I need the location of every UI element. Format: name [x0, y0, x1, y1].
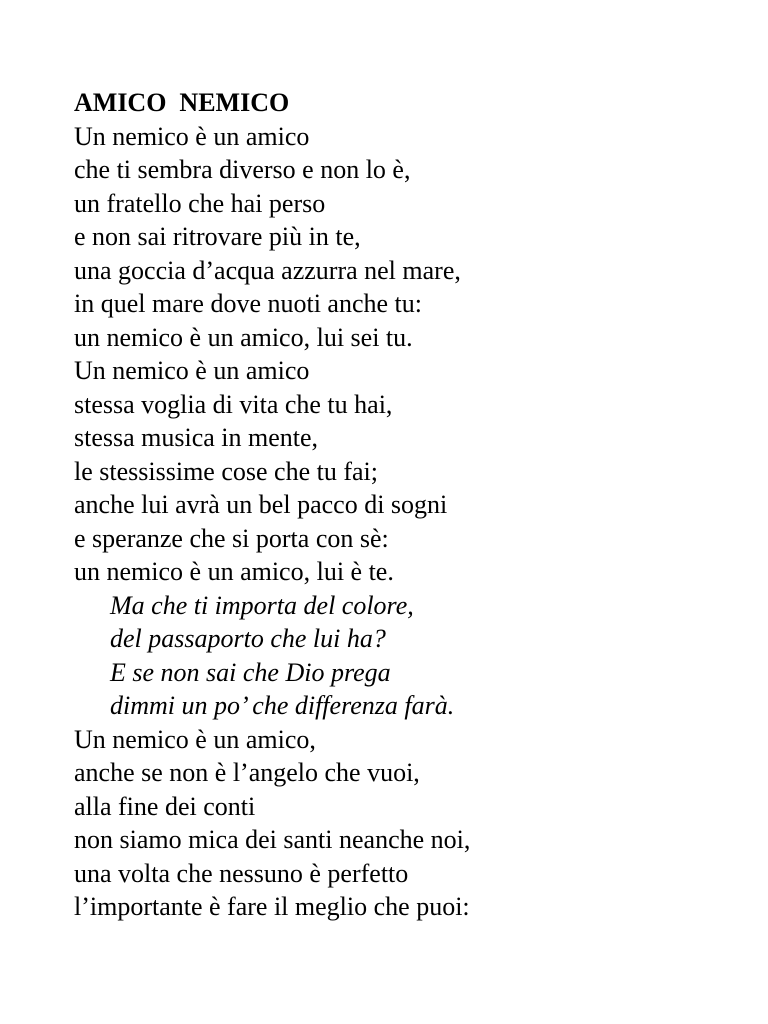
poem-line: le stessissime cose che tu fai; [74, 456, 378, 486]
poem-line: alla fine dei conti [74, 791, 256, 821]
poem-line: un fratello che hai perso [74, 188, 326, 218]
stanza-3 [74, 723, 728, 924]
poem-line: e speranze che si porta con sè: [74, 523, 389, 553]
poem-line: un nemico è un amico, lui sei tu. [74, 322, 413, 352]
chorus-line: Ma che ti importa del colore, [110, 590, 414, 620]
poem-line: stessa musica in mente, [74, 423, 319, 452]
poem-line: anche lui avrà un bel pacco di sogni [74, 490, 448, 519]
poem-line: una volta che nessuno è perfetto [74, 858, 409, 888]
poem-line: e non sai ritrovare più in te, [74, 222, 361, 251]
poem-line: l’importante è fare il meglio che puoi: [74, 892, 470, 921]
poem-line: anche se non è l’angelo che vuoi, [74, 758, 420, 787]
poem-line: un nemico è un amico, lui è te. [74, 557, 394, 586]
poem-line: che ti sembra diverso e non lo è, [74, 155, 411, 184]
chorus-line: E se non sai che Dio prega [110, 657, 391, 687]
poem-line: Un nemico è un amico [74, 121, 310, 151]
chorus [74, 589, 728, 723]
stanza-2 [74, 354, 728, 589]
poem-title: AMICO NEMICO [74, 88, 290, 117]
poem-line: non siamo mica dei santi neanche noi, [74, 825, 471, 854]
poem-line: Un nemico è un amico, [74, 724, 316, 754]
document-page [74, 86, 728, 924]
poem-line: una goccia d’acqua azzurra nel mare, [74, 255, 461, 285]
poem-line: stessa voglia di vita che tu hai, [74, 389, 393, 419]
chorus-line: del passaporto che lui ha? [110, 624, 386, 653]
stanza-1 [74, 120, 728, 355]
chorus-line: dimmi un po’ che differenza farà. [110, 691, 455, 720]
poem-line: Un nemico è un amico [74, 356, 310, 385]
poem-line: in quel mare dove nuoti anche tu: [74, 289, 423, 318]
